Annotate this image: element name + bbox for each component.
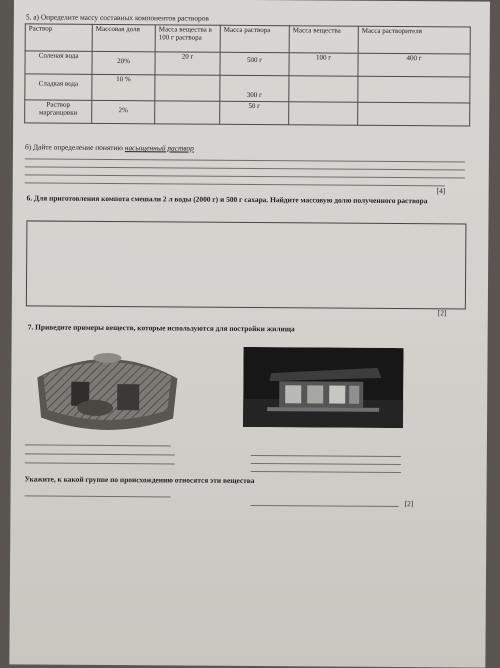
answer-line[interactable] <box>25 453 175 455</box>
answer-line[interactable] <box>25 462 175 464</box>
q5-title: 5. а) Определите массу составных компонентов растворов <box>25 12 209 23</box>
cell: Раствор марганцовки <box>25 100 92 123</box>
worksheet-page <box>9 0 490 668</box>
cell: Соленая вода <box>25 51 92 74</box>
q5b-prompt <box>25 143 194 152</box>
cell: 100 г <box>289 53 358 76</box>
answer-line[interactable] <box>25 182 445 186</box>
cell: 10 % <box>92 74 155 100</box>
answer-line[interactable] <box>251 455 401 457</box>
answer-line[interactable] <box>25 495 171 497</box>
q7-group-text: Укажите, к какой группе по происхождению относятся эти вещества <box>24 474 255 486</box>
cell <box>289 76 358 102</box>
q7-text: 7. Приведите примеры веществ, которые используются для постройки жилища <box>27 322 295 334</box>
table-row <box>25 51 470 77</box>
answer-line[interactable] <box>250 505 398 507</box>
cell <box>155 75 220 101</box>
q5b-term: насыщенный раствор <box>124 143 194 153</box>
answer-line[interactable] <box>25 174 465 178</box>
cell <box>155 101 220 124</box>
table-row <box>25 74 470 103</box>
q5b-prefix: б) Дайте определение понятию <box>24 142 125 153</box>
cell: 2% <box>92 100 155 123</box>
cell: 20 г <box>155 52 220 75</box>
q6-answer-box[interactable] <box>26 220 467 309</box>
cell: 300 г <box>220 75 289 101</box>
answer-line[interactable] <box>25 444 171 446</box>
table-header-row <box>25 24 470 54</box>
cell: 50 г <box>220 101 289 124</box>
q6-text: 6. Для приготовления компота смешали 2 л воды (2000 г) и 500 г сахара. Найдите массовую долю полученного раствора <box>26 193 428 206</box>
cell <box>358 102 470 126</box>
q5-score: [4] <box>436 186 446 196</box>
house-image <box>243 347 404 428</box>
q6-score: [2] <box>437 308 447 318</box>
answer-line[interactable] <box>251 463 401 465</box>
cell: Сладкая вода <box>25 74 92 100</box>
header-mass-fraction: Массовая доля <box>92 24 155 51</box>
header-mass-solvent: Масса растворителя <box>358 26 470 54</box>
header-mass-substance-100: Масса вещества в 100 г раствора <box>155 25 220 52</box>
cell <box>289 102 358 125</box>
q5-table <box>24 23 471 126</box>
header-mass-solution: Масса раствора <box>220 25 289 52</box>
answer-line[interactable] <box>25 166 465 170</box>
answer-line[interactable] <box>251 471 401 473</box>
cell: 20% <box>92 51 155 74</box>
q7-score: [2] <box>404 499 414 509</box>
cell: 400 г <box>358 53 470 77</box>
cell <box>358 76 470 103</box>
yurt-image <box>33 337 182 436</box>
header-solution: Раствор <box>25 24 92 51</box>
cell: 500 г <box>220 52 289 75</box>
header-mass-substance: Масса вещества <box>289 26 358 53</box>
table-row <box>25 100 470 126</box>
answer-line[interactable] <box>25 158 465 162</box>
